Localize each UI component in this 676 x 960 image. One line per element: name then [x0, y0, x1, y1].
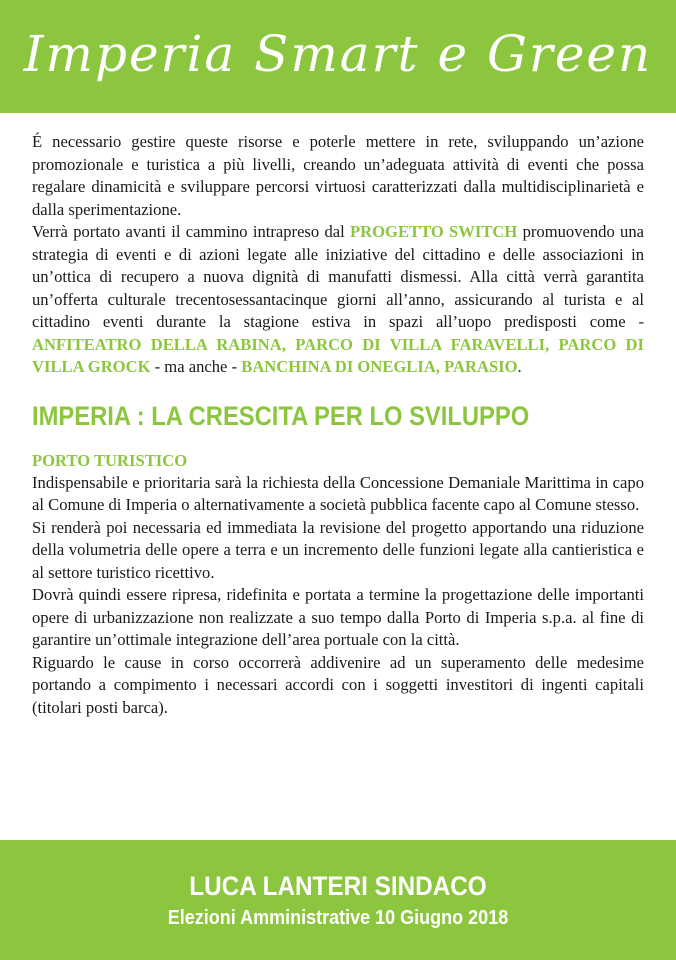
section-paragraph-1: Indispensabile e prioritaria sarà la richiesta della Concessione Demaniale Marittima in capo al Comune di Imperia o alternativamente a società pubblica facente capo al Comune stesso. [32, 472, 644, 514]
highlight-locations-2: BANCHINA DI ONEGLIA, PARASIO [241, 357, 518, 376]
section-paragraph-4: Riguardo le cause in corso occorrerà addivenire ad un superamento delle medesime portando a compimento i necessari accordi con i soggetti investitori di ingenti capitali (titolari posti barca). [32, 652, 644, 717]
intro-paragraph-2 [32, 221, 644, 379]
section-paragraph-2: Si renderà poi necessaria ed immediata la revisione del progetto apportando una riduzione della volumetria delle opere a terra e un incremento delle funzioni legate alla cantieristica e al settore turistico ricettivo. [32, 517, 644, 582]
intro-text-a: Verrà portato avanti il cammino intrapreso dal [32, 222, 351, 241]
intro-text-b: promuovendo una strategia di eventi e di azioni legate alle iniziative del cittadino e delle associazioni in un’ottica di recupero a nuova dignità di manufatti dismessi. Alla città verrà garantita un’offerta culturale trecentosessantacinque giorni all’anno, assicurando al turista e al cittadino eventi durante la stagione estiva in spazi all’uopo predisposti come - [32, 222, 644, 331]
section-heading: IMPERIA : LA CRESCITA PER LO SVILUPPO [32, 400, 530, 431]
footer-banner [0, 840, 676, 960]
intro-text-d: . [517, 357, 522, 376]
footer-election-date: Elezioni Amministrative 10 Giugno 2018 [167, 907, 509, 929]
intro-text-c: - ma anche - [150, 357, 242, 376]
highlight-locations-1: ANFITEATRO DELLA RABINA, PARCO DI VILLA FARAVELLI, PARCO DI VILLA GROCK [32, 334, 644, 376]
footer-candidate-name: LUCA LANTERI SINDACO [189, 871, 487, 901]
header-banner [0, 0, 676, 113]
page-title: Imperia Smart e Green [23, 24, 653, 83]
section-paragraph-3: Dovrà quindi essere ripresa, ridefinita e portata a termine la progettazione delle importanti opere di urbanizzazione non realizzate a suo tempo dalla Porto di Imperia s.p.a. al fine di garantire un’ottimale integrazione dell’area portuale con la città. [32, 585, 644, 649]
section-subheading: PORTO TURISTICO [32, 450, 188, 470]
highlight-progetto-switch: PROGETTO SWITCH [350, 222, 518, 241]
intro-paragraph-1: É necessario gestire queste risorse e poterle mettere in rete, sviluppando un’azione promozionale e turistica a più livelli, creando un’adeguata attività di eventi che possa regalare dinamicità e sviluppare percorsi virtuosi caratterizzati dalla multidisciplinarietà e dalla sperimentazione. [32, 132, 644, 219]
main-content [32, 131, 644, 719]
